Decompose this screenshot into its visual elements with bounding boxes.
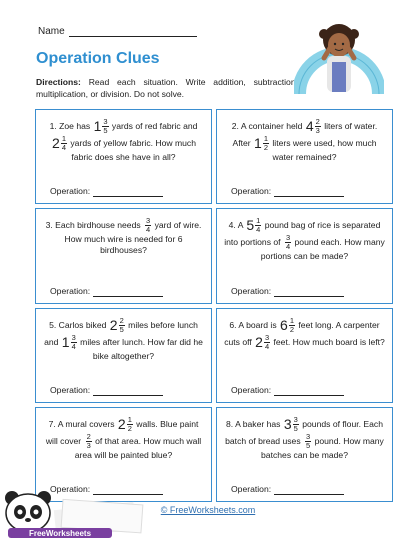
problem-text: [42, 416, 205, 461]
problem-card-1: [35, 109, 212, 204]
text-segment: 1. Zoe has: [49, 120, 91, 131]
fraction-whole: 2: [109, 316, 118, 333]
operation-answer-line[interactable]: [274, 289, 344, 297]
fraction-numerator: 1: [61, 134, 66, 143]
directions-text: Read each situation. Write addition, subtraction, multiplication, or division. Do not solve.: [36, 77, 299, 99]
operation-answer-line[interactable]: [93, 388, 163, 396]
fraction-numerator: 1: [127, 414, 132, 424]
fraction-numerator: 2: [86, 431, 91, 441]
fraction-numerator: 3: [293, 414, 298, 424]
fraction-whole: 1: [61, 333, 70, 350]
operation-label: Operation:: [50, 384, 91, 395]
fraction-whole: 3: [283, 415, 292, 432]
text-segment: feet long. A carpenter cuts off: [224, 319, 380, 347]
text-segment: of that area. How much wall area will be painted blue?: [74, 435, 202, 460]
fraction: [62, 334, 77, 351]
operation-label: Operation:: [50, 484, 91, 494]
operation-field: [50, 286, 163, 297]
directions: [36, 76, 298, 100]
fraction: [144, 217, 151, 234]
text-segment: liters were used, how much water remained?: [272, 137, 377, 162]
text-segment: 8. A baker has: [226, 418, 281, 429]
fraction-numerator: 1: [263, 134, 268, 143]
text-segment: 6. A board is: [229, 319, 277, 330]
text-segment: pound each. How many portions can be made?: [260, 237, 385, 262]
operation-answer-line[interactable]: [274, 487, 344, 495]
name-label: Name: [38, 26, 65, 37]
fraction-whole: 1: [93, 118, 102, 134]
text-segment: feet. How much board is left?: [273, 336, 385, 347]
fraction-numerator: 1: [256, 216, 261, 226]
fraction: [246, 217, 261, 234]
text-segment: yard of wire. How much wire is needed for 6 birdhouses?: [64, 220, 202, 256]
name-field: [38, 26, 197, 37]
text-segment: yards of yellow fabric. How much fabric does she have in all?: [70, 137, 196, 162]
problem-text: [223, 317, 386, 351]
problem-text: [223, 118, 386, 163]
page-title: Operation Clues: [36, 50, 160, 67]
operation-field: [50, 186, 163, 197]
operation-label: Operation:: [231, 384, 272, 395]
fraction-whole: 6: [280, 316, 288, 333]
problem-text: [223, 217, 386, 262]
fraction-denominator: 3: [315, 126, 320, 135]
operation-answer-line[interactable]: [93, 289, 163, 297]
problem-text: [42, 317, 205, 362]
fraction-denominator: 4: [61, 143, 66, 152]
fraction-denominator: 4: [264, 341, 270, 351]
problem-text: [223, 416, 386, 461]
text-segment: 2. A container held: [231, 120, 303, 131]
problem-card-4: [216, 208, 393, 303]
directions-label: Directions:: [36, 77, 81, 87]
fraction-denominator: 5: [293, 423, 298, 433]
fraction-numerator: 3: [264, 332, 270, 342]
fraction-numerator: 3: [306, 431, 311, 441]
fraction-whole: 2: [255, 333, 263, 350]
fraction: [85, 433, 92, 450]
problem-card-5: [35, 308, 212, 403]
operation-label: Operation:: [231, 285, 272, 296]
operation-answer-line[interactable]: [93, 189, 163, 197]
operation-label: Operation:: [50, 285, 91, 296]
fraction-numerator: 3: [146, 216, 151, 226]
text-segment: 7. A mural covers: [48, 418, 115, 429]
operation-field: [231, 385, 344, 396]
fraction: [284, 416, 299, 433]
operation-label: Operation:: [231, 484, 272, 494]
problem-card-6: [216, 308, 393, 403]
fraction-whole: 1: [254, 135, 262, 151]
operation-field: [231, 484, 344, 495]
problem-card-8: [216, 407, 393, 502]
fraction-denominator: 5: [306, 440, 311, 450]
fraction-denominator: 3: [86, 440, 91, 450]
text-segment: pound bag of rice is separated into portions of: [224, 220, 381, 248]
fraction: [304, 433, 311, 450]
fraction: [306, 118, 321, 135]
fraction-denominator: 5: [119, 324, 124, 334]
fraction-numerator: 3: [71, 332, 76, 342]
text-segment: 3. Each birdhouse needs: [45, 220, 141, 231]
operation-field: [50, 385, 163, 396]
text-segment: yards of red fabric and: [111, 120, 198, 131]
problem-text: [42, 118, 205, 163]
fraction: [284, 234, 291, 251]
fraction-denominator: 2: [127, 423, 132, 433]
fraction-numerator: 3: [285, 233, 291, 243]
operation-field: [231, 186, 344, 197]
fraction-denominator: 4: [71, 341, 76, 351]
fraction-denominator: 4: [285, 242, 291, 252]
problem-grid: [35, 109, 393, 502]
fraction-whole: 5: [246, 217, 255, 234]
fraction: [110, 317, 125, 334]
logo-text: FreeWorksheets: [28, 529, 92, 538]
operation-field: [231, 286, 344, 297]
fraction-whole: 4: [305, 118, 314, 134]
fraction: [255, 334, 270, 351]
fraction-numerator: 2: [315, 117, 320, 126]
panda-logo: [0, 488, 150, 539]
text-segment: pound. How many batches can be made?: [261, 435, 384, 460]
fraction-numerator: 3: [103, 117, 108, 126]
name-line[interactable]: [69, 27, 197, 37]
text-segment: liters of water. After: [232, 120, 378, 148]
fraction-denominator: 2: [289, 324, 295, 334]
fraction: [118, 416, 133, 433]
text-segment: 4. A: [228, 220, 243, 231]
problem-card-3: [35, 208, 212, 303]
text-segment: pounds of flour. Each batch of bread uses: [225, 418, 383, 446]
problem-text: [42, 217, 205, 256]
text-segment: walls. Blue paint will cover: [45, 418, 199, 446]
fraction-denominator: 4: [256, 225, 261, 235]
fraction-whole: 2: [52, 135, 60, 151]
fraction: [254, 135, 269, 152]
fraction-numerator: 1: [289, 315, 295, 325]
fraction: [52, 135, 67, 152]
text-segment: miles after lunch. How far did he bike altogether?: [80, 336, 203, 361]
text-segment: miles before lunch and: [44, 319, 198, 347]
fraction: [94, 118, 109, 135]
fraction: [280, 317, 295, 334]
operation-label: Operation:: [231, 186, 272, 197]
fraction-whole: 2: [117, 415, 126, 432]
fraction-numerator: 2: [119, 315, 124, 325]
operation-answer-line[interactable]: [274, 189, 344, 197]
problem-card-2: [216, 109, 393, 204]
fraction-denominator: 4: [146, 225, 151, 235]
text-segment: 5. Carlos biked: [49, 319, 107, 330]
fraction-denominator: 2: [263, 143, 268, 152]
fraction-denominator: 5: [103, 126, 108, 135]
operation-answer-line[interactable]: [274, 388, 344, 396]
operation-label: Operation:: [50, 186, 91, 197]
teacher-illustration: [294, 12, 384, 102]
footer-link[interactable]: © FreeWorksheets.com: [160, 505, 256, 515]
